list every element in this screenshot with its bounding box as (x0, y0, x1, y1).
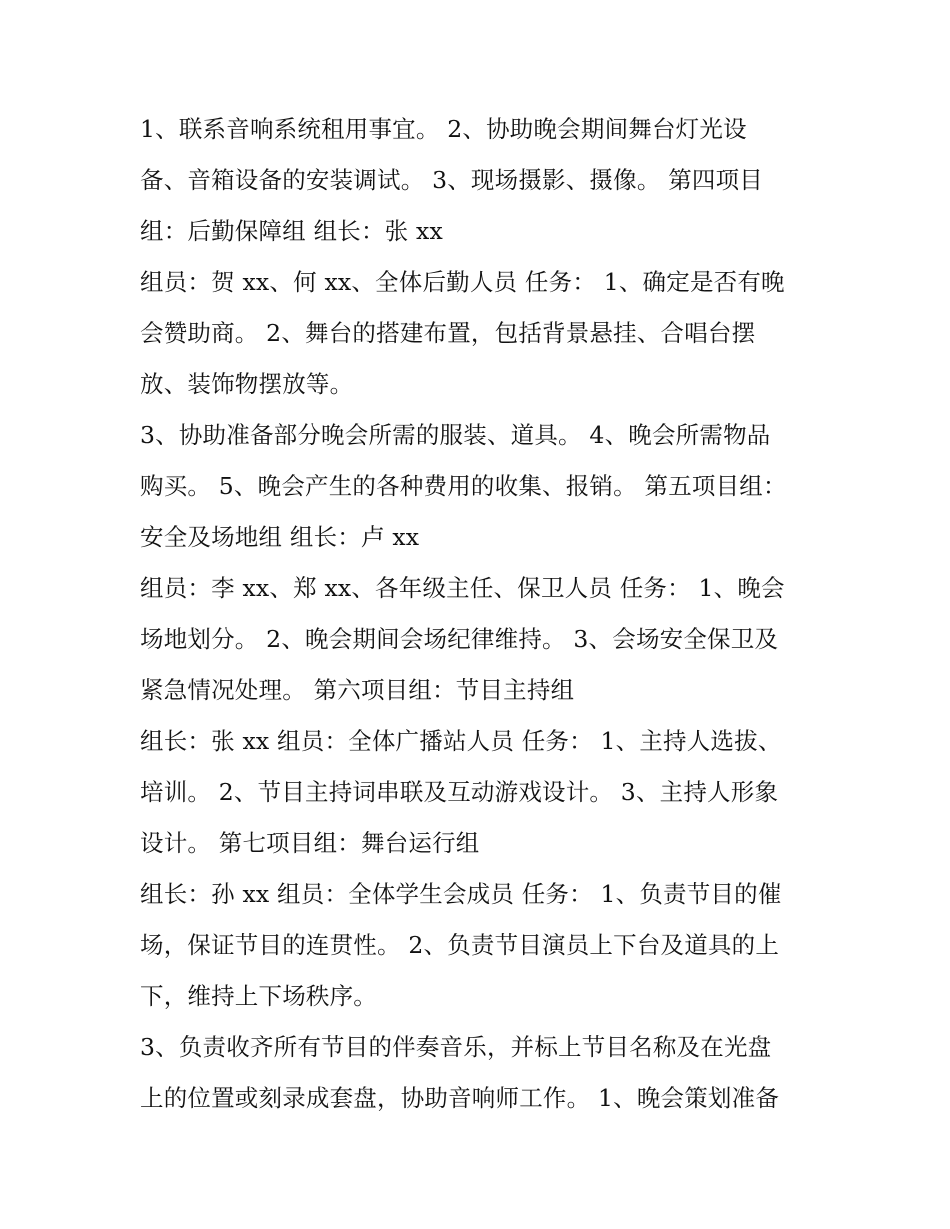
text-line: 紧急情况处理。 第六项目组：节目主持组 (140, 676, 575, 704)
text-line: 会赞助商。 2、舞台的搭建布置，包括背景悬挂、合唱台摆 (140, 319, 756, 347)
text-line: 3、协助准备部分晚会所需的服装、道具。 4、晚会所需物品 (140, 421, 771, 449)
text-line: 场地划分。 2、晚会期间会场纪律维持。 3、会场安全保卫及 (140, 625, 779, 653)
text-line: 组长：孙 xx 组员：全体学生会成员 任务： 1、负责节目的催 (140, 880, 782, 908)
text-line: 3、负责收齐所有节目的伴奏音乐，并标上节目名称及在光盘 (140, 1033, 772, 1061)
text-line: 组：后勤保障组 组长：张 xx (140, 217, 443, 245)
text-line: 组长：张 xx 组员：全体广播站人员 任务： 1、主持人选拔、 (140, 727, 782, 755)
text-line: 下，维持上下场秩序。 (140, 982, 377, 1010)
text-line: 安全及场地组 组长：卢 xx (140, 523, 420, 551)
text-line: 上的位置或刻录成套盘，协助音响师工作。 1、晚会策划准备 (140, 1084, 780, 1112)
text-line: 设计。 第七项目组：舞台运行组 (140, 829, 480, 857)
text-line: 组员：贺 xx、何 xx、全体后勤人员 任务： 1、确定是否有晚 (140, 268, 785, 296)
text-line: 备、音箱设备的安装调试。 3、现场摄影、摄像。 第四项目 (140, 166, 763, 194)
text-line: 放、装饰物摆放等。 (140, 370, 354, 398)
text-line: 1、联系音响系统租用事宜。 2、协助晚会期间舞台灯光设 (140, 115, 747, 143)
text-line: 购买。 5、晚会产生的各种费用的收集、报销。 第五项目组： (140, 472, 787, 500)
text-line: 组员：李 xx、郑 xx、各年级主任、保卫人员 任务： 1、晚会 (140, 574, 785, 602)
text-line: 场，保证节目的连贯性。 2、负责节目演员上下台及道具的上 (140, 931, 780, 959)
text-line: 培训。 2、节目主持词串联及互动游戏设计。 3、主持人形象 (140, 778, 779, 806)
